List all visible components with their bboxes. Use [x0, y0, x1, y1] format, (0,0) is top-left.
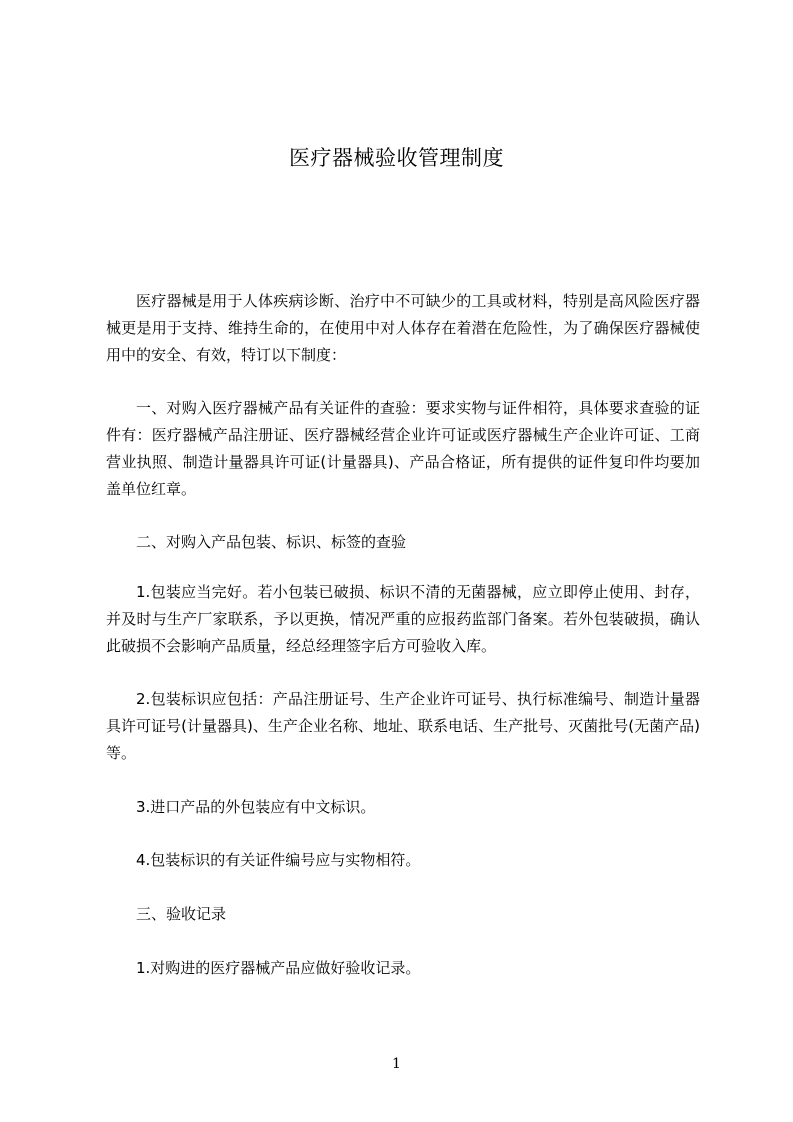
section-2-item-4: 4.包装标识的有关证件编号应与实物相符。	[136, 851, 421, 869]
section-1-paragraph: 一、对购入医疗器械产品有关证件的查验：要求实物与证件相符，具体要求查验的证件有：医疗器械产品注册证、医疗器械经营企业许可证或医疗器械生产企业许可证、工商营业执照、制造计量器具许可证(计量器具)、产品合格证，所有提供的证件复印件均要加盖单位红章。	[106, 399, 700, 498]
intro-paragraph: 医疗器械是用于人体疾病诊断、治疗中不可缺少的工具或材料，特别是高风险医疗器械更是用于支持、维持生命的，在使用中对人体存在着潜在危险性，为了确保医疗器械使用中的安全、有效，特订以下制度：	[106, 292, 700, 364]
section-2-item-1: 1.包装应当完好。若小包装已破损、标识不清的无菌器械，应立即停止使用、封存，并及时与生产厂家联系，予以更换，情况严重的应报药监部门备案。若外包装破损，确认此破损不会影响产品质量，经总经理签字后方可验收入库。	[106, 583, 700, 655]
section-2-heading: 二、对购入产品包装、标识、标签的查验	[136, 533, 407, 551]
section-2-item-2: 2.包装标识应包括：产品注册证号、生产企业许可证号、执行标准编号、制造计量器具许可证号(计量器具)、生产企业名称、地址、联系电话、生产批号、灭菌批号(无菌产品)等。	[106, 690, 700, 762]
section-2-item-3: 3.进口产品的外包装应有中文标识。	[136, 798, 376, 816]
section-3-item-1: 1.对购进的医疗器械产品应做好验收记录。	[136, 959, 421, 977]
document-title: 医疗器械验收管理制度	[289, 146, 504, 170]
section-3-heading: 三、验收记录	[136, 905, 227, 923]
page-number: 1	[392, 1056, 401, 1072]
